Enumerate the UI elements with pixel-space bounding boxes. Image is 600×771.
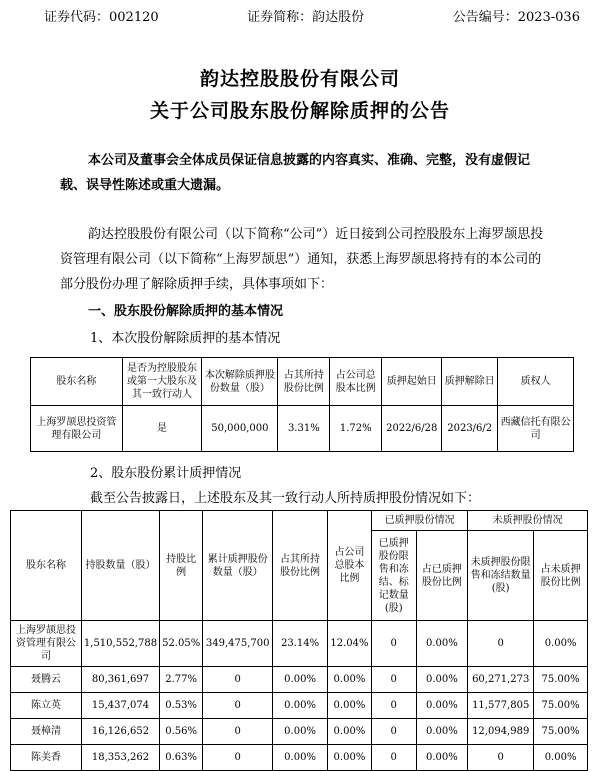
cell: 是 — [122, 406, 202, 452]
col-ratio: 持股比例 — [160, 511, 203, 621]
cumulative-pledge-table — [10, 510, 588, 771]
col-pledged-pct: 占已质押股份比例 — [416, 531, 468, 621]
notice-number: 公告编号：2023-036 — [452, 10, 580, 25]
stock-code: 证券代码：002120 — [44, 10, 159, 25]
cell: 0.00% — [534, 621, 588, 667]
col-shareholder: 股东名称 — [31, 358, 123, 406]
col-shareholder: 股东名称 — [11, 511, 82, 621]
cell: 0 — [203, 719, 273, 745]
subsection2-text: 截至公告披露日，上述股东及其一致行动人所持质押股份情况如下： — [90, 491, 481, 506]
cell: 15,437,074 — [81, 693, 159, 719]
cell: 0 — [371, 621, 416, 667]
cell: 0 — [468, 621, 534, 667]
table-header-row — [31, 358, 574, 406]
cell: 0 — [371, 719, 416, 745]
cell: 23.14% — [273, 621, 328, 667]
cell: 上海罗颉思投资管理有限公司 — [31, 406, 123, 452]
col-pct-total: 占公司总股本比例 — [330, 358, 382, 406]
cell: 2022/6/28 — [382, 406, 442, 452]
cell: 75.00% — [534, 693, 588, 719]
company-title: 韵达控股股份有限公司 — [199, 68, 400, 90]
cell: 3.31% — [278, 406, 330, 452]
subsection2-heading: 2、股东股份累计质押情况 — [90, 466, 242, 481]
cell: 上海罗颉思投资管理有限公司 — [11, 621, 82, 667]
table-row — [11, 621, 588, 667]
cell: 0 — [203, 745, 273, 771]
cell: 0.00% — [327, 667, 371, 693]
cell: 0.00% — [327, 693, 371, 719]
cell: 聂樟清 — [11, 719, 82, 745]
col-group-pledged: 已质押股份情况 — [371, 511, 467, 531]
col-unpledged-pct: 占未质押股份比例 — [534, 531, 588, 621]
table-row — [11, 719, 588, 745]
intro-paragraph: 韵达控股股份有限公司（以下简称“公司”）近日接到公司控股股东上海罗颉思投资管理有限公司（以下简称“上海罗颉思”）通知，获悉上海罗颉思将持有的本公司的部分股份办理了解除质押手续，具体事项如下： — [60, 227, 544, 292]
col-holding: 持股数量（股） — [81, 511, 159, 621]
cell: 0.00% — [273, 693, 328, 719]
cell: 2023/6/2 — [442, 406, 498, 452]
table-row — [11, 745, 588, 771]
cell: 0.00% — [416, 745, 468, 771]
cell: 80,361,697 — [81, 667, 159, 693]
cell: 1.72% — [330, 406, 382, 452]
cell: 75.00% — [534, 667, 588, 693]
cell: 75.00% — [534, 719, 588, 745]
col-controlling: 是否为控股股东或第一大股东及其一致行动人 — [122, 358, 202, 406]
cell: 12.04% — [327, 621, 371, 667]
cell: 0.00% — [416, 719, 468, 745]
subsection1-heading: 1、本次股份解除质押的基本情况 — [90, 331, 281, 346]
col-unpledged-restricted: 未质押股份限售和冻结数量(股) — [468, 531, 534, 621]
col-pct-total: 占公司总股本比例 — [327, 511, 371, 621]
table-row — [11, 667, 588, 693]
release-pledge-table — [30, 357, 574, 452]
cell: 0.63% — [160, 745, 203, 771]
cell: 1,510,552,788 — [81, 621, 159, 667]
cell: 0 — [468, 745, 534, 771]
cell: 0.00% — [416, 621, 468, 667]
col-start-date: 质押起始日 — [382, 358, 442, 406]
cell: 0.56% — [160, 719, 203, 745]
table-row — [31, 406, 574, 452]
cell: 陈美香 — [11, 745, 82, 771]
cell: 50,000,000 — [202, 406, 278, 452]
cell: 西藏信托有限公司 — [498, 406, 574, 452]
cell: 52.05% — [160, 621, 203, 667]
col-release-date: 质押解除日 — [442, 358, 498, 406]
cell: 0 — [203, 693, 273, 719]
header-line — [44, 6, 580, 25]
cell: 0.00% — [273, 745, 328, 771]
cell: 0 — [371, 693, 416, 719]
cell: 0.00% — [327, 719, 371, 745]
cell: 16,126,652 — [81, 719, 159, 745]
col-pct-own: 占其所持股份比例 — [273, 511, 328, 621]
cell: 聂腾云 — [11, 667, 82, 693]
cell: 18,353,262 — [81, 745, 159, 771]
announcement-title: 关于公司股东股份解除质押的公告 — [149, 100, 450, 122]
cell: 12,094,989 — [468, 719, 534, 745]
col-pledged-restricted: 已质押股份限售和冻结、标记数量(股) — [371, 531, 416, 621]
cell: 0 — [371, 667, 416, 693]
cell: 0.00% — [273, 719, 328, 745]
stock-short-name: 证券简称：韵达股份 — [247, 10, 365, 25]
cell: 0.00% — [273, 667, 328, 693]
cell: 0.53% — [160, 693, 203, 719]
table-header-row — [11, 511, 588, 531]
declaration: 本公司及董事会全体成员保证信息披露的内容真实、准确、完整，没有虚假记载、误导性陈述或重大遗漏。 — [60, 153, 531, 193]
col-release-qty: 本次解除质押股份数量（股） — [202, 358, 278, 406]
cell: 0.00% — [534, 745, 588, 771]
cell: 0.00% — [327, 745, 371, 771]
cell: 349,475,700 — [203, 621, 273, 667]
cell: 0 — [371, 745, 416, 771]
col-group-unpledged: 未质押股份情况 — [468, 511, 588, 531]
cell: 陈立英 — [11, 693, 82, 719]
cell: 0.00% — [416, 693, 468, 719]
cell: 0 — [203, 667, 273, 693]
cell: 0.00% — [416, 667, 468, 693]
cell: 11,577,805 — [468, 693, 534, 719]
col-pledged: 累计质押股份数量（股） — [203, 511, 273, 621]
table-row — [11, 693, 588, 719]
cell: 60,271,273 — [468, 667, 534, 693]
section1-heading: 一、股东股份解除质押的基本情况 — [88, 304, 284, 319]
col-pledgee: 质权人 — [498, 358, 574, 406]
col-pct-own: 占其所持股份比例 — [278, 358, 330, 406]
cell: 2.77% — [160, 667, 203, 693]
